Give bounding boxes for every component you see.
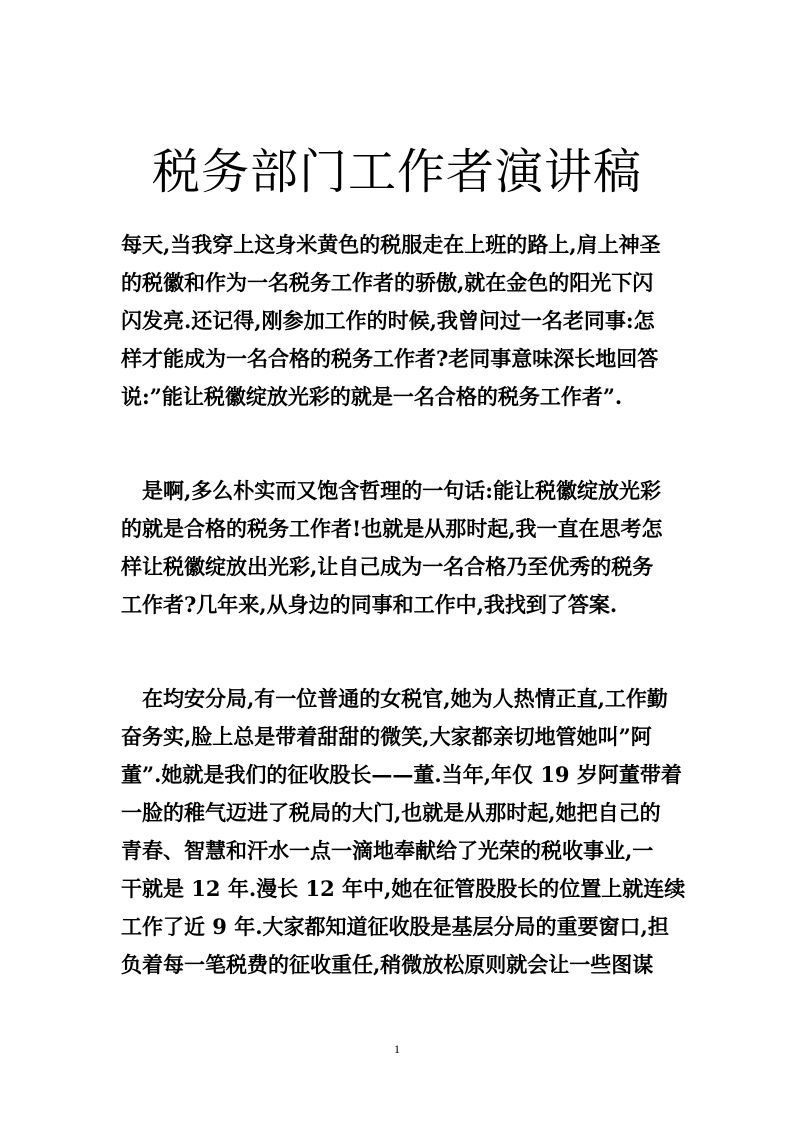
text-line: 一脸的稚气迈进了税局的大门,也就是从那时起,她把自己的 <box>121 800 661 825</box>
text-line: 的税徽和作为一名税务工作者的骄傲,就在金色的阳光下闪 <box>121 270 654 295</box>
text-line: 样才能成为一名合格的税务工作者?老同事意味深长地回答 <box>121 346 659 371</box>
document-body <box>121 226 686 1040</box>
text-line: 在均安分局,有一位普通的女税官,她为人热情正直,工作勤 <box>142 686 668 711</box>
paragraph-3 <box>121 680 686 984</box>
text-line: 说:”能让税徽绽放光彩的就是一名合格的税务工作者”. <box>121 384 623 409</box>
text-line: 闪发亮.还记得,刚参加工作的时候,我曾问过一名老同事:怎 <box>121 308 655 333</box>
document-title: 税务部门工作者演讲稿 <box>151 144 642 200</box>
text-line: 负着每一笔税费的征收重任,稍微放松原则就会让一些图谋 <box>121 952 654 977</box>
paragraph-1 <box>121 226 663 416</box>
page-number: 1 <box>394 1042 400 1056</box>
paragraph-2 <box>121 472 663 624</box>
text-line: 青春、智慧和汗水一点一滴地奉献给了光荣的税收事业,一 <box>121 838 654 863</box>
text-line: 奋务实,脸上总是带着甜甜的微笑,大家都亲切地管她叫”阿 <box>121 724 652 749</box>
text-line: 董”.她就是我们的征收股长——董.当年,年仅 19 岁阿董带着 <box>121 762 682 787</box>
text-line: 工作者?几年来,从身边的同事和工作中,我找到了答案. <box>121 592 618 617</box>
text-line: 样让税徽绽放出光彩,让自己成为一名合格乃至优秀的税务 <box>121 554 654 579</box>
text-line: 是啊,多么朴实而又饱含哲理的一句话:能让税徽绽放光彩 <box>142 478 662 503</box>
text-line: 干就是 12 年.漫长 12 年中,她在征管股股长的位置上就连续 <box>121 876 686 901</box>
text-line: 每天,当我穿上这身米黄色的税服走在上班的路上,肩上神圣 <box>121 232 661 257</box>
text-line: 工作了近 9 年.大家都知道征收股是基层分局的重要窗口,担 <box>121 914 669 939</box>
text-line: 的就是合格的税务工作者!也就是从那时起,我一直在思考怎 <box>121 516 663 541</box>
